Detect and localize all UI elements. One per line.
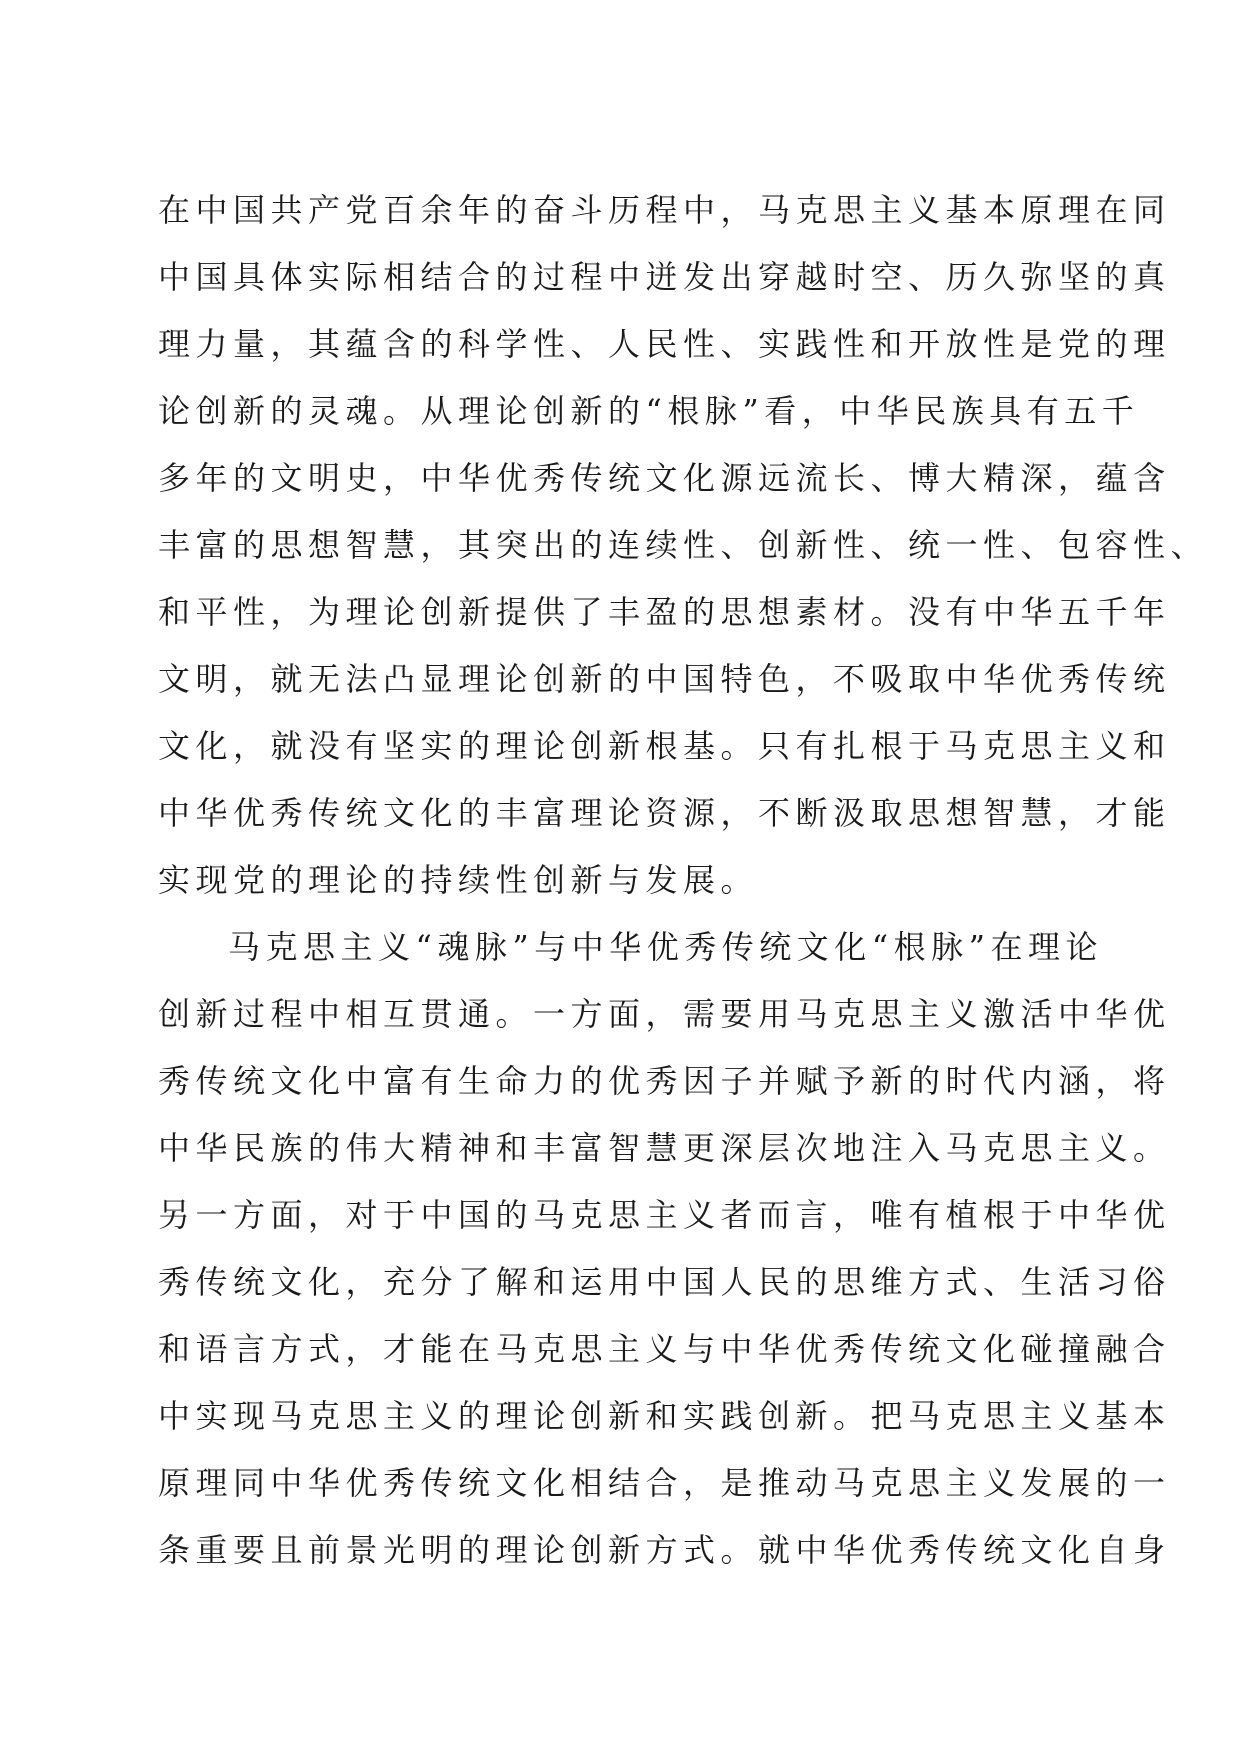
- paragraph-1-line: 论创新的灵魂。从理论创新的“根脉”看，中华民族具有五千: [158, 392, 1140, 430]
- paragraph-1-line: 文化，就没有坚实的理论创新根基。只有扎根于马克思主义和: [158, 727, 1171, 765]
- paragraph-2-first-line: 马克思主义“魂脉”与中华优秀传统文化“根脉”在理论: [228, 928, 1103, 966]
- paragraph-1-line: 中国具体实际相结合的过程中迸发出穿越时空、历久弥坚的真: [158, 258, 1171, 296]
- paragraph-1-line: 理力量，其蕴含的科学性、人民性、实践性和开放性是党的理: [158, 325, 1171, 363]
- paragraph-2-line: 中华民族的伟大精神和丰富智慧更深层次地注入马克思主义。: [158, 1129, 1171, 1167]
- body-text: [158, 190, 1209, 1597]
- paragraph-2-line: 秀传统文化中富有生命力的优秀因子并赋予新的时代内涵，将: [158, 1062, 1171, 1100]
- paragraph-2-line: 创新过程中相互贯通。一方面，需要用马克思主义激活中华优: [158, 995, 1171, 1033]
- paragraph-1-line: 实现党的理论的持续性创新与发展。: [158, 861, 759, 899]
- paragraph-1-line: 在中国共产党百余年的奋斗历程中，马克思主义基本原理在同: [158, 191, 1171, 229]
- paragraph-1-line: 丰富的思想智慧，其突出的连续性、创新性、统一性、包容性、: [158, 526, 1209, 564]
- paragraph-2-line: 和语言方式，才能在马克思主义与中华优秀传统文化碰撞融合: [158, 1330, 1171, 1368]
- paragraph-2-line: 原理同中华优秀传统文化相结合，是推动马克思主义发展的一: [158, 1464, 1171, 1502]
- paragraph-2-line: 另一方面，对于中国的马克思主义者而言，唯有植根于中华优: [158, 1196, 1171, 1234]
- paragraph-2-line: 秀传统文化，充分了解和运用中国人民的思维方式、生活习俗: [158, 1263, 1171, 1301]
- paragraph-2-line: 条重要且前景光明的理论创新方式。就中华优秀传统文化自身: [158, 1531, 1171, 1569]
- paragraph-2-line: 中实现马克思主义的理论创新和实践创新。把马克思主义基本: [158, 1397, 1171, 1435]
- paragraph-1-line: 多年的文明史，中华优秀传统文化源远流长、博大精深，蕴含: [158, 459, 1171, 497]
- paragraph-1-line: 和平性，为理论创新提供了丰盈的思想素材。没有中华五千年: [158, 593, 1171, 631]
- paragraph-1-line: 文明，就无法凸显理论创新的中国特色，不吸取中华优秀传统: [158, 660, 1171, 698]
- paragraph-1-line: 中华优秀传统文化的丰富理论资源，不断汲取思想智慧，才能: [158, 794, 1171, 832]
